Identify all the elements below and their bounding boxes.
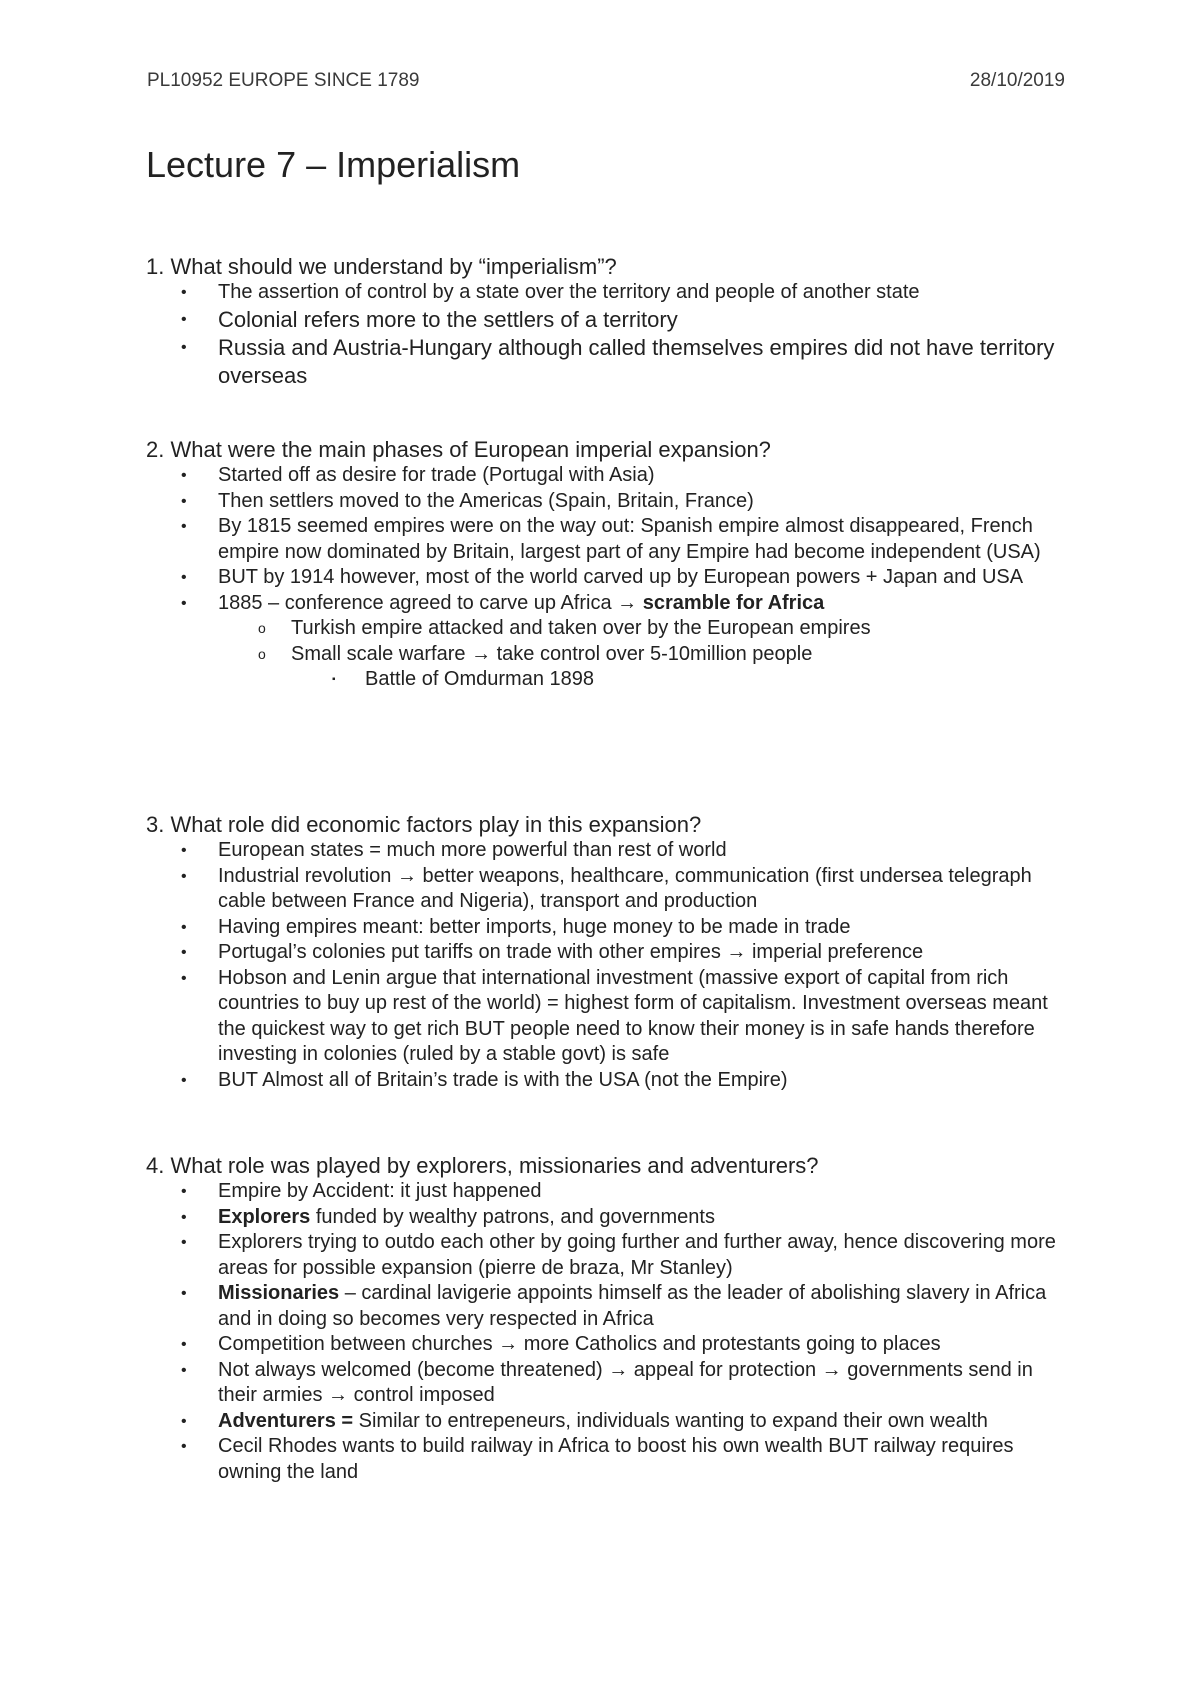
arrow-icon: → [617, 591, 638, 614]
circle-bullet-icon: o [258, 645, 266, 662]
bullet-list [146, 1179, 1066, 1485]
bullet-icon: • [181, 1412, 187, 1430]
list-item: • Explorers funded by wealthy patrons, and governments [146, 1205, 1066, 1231]
question-heading: 2. What were the main phases of European imperial expansion? [146, 437, 771, 462]
bullet-icon: • [181, 1183, 187, 1200]
bullet-icon: • [181, 867, 187, 885]
circle-bullet-icon: o [258, 620, 266, 636]
bullet-icon: • [181, 594, 187, 612]
list-item: • Not always welcomed (become threatened) → appeal for protection → governments send in their armies → control imposed [181, 1358, 1033, 1406]
bullet-icon: • [181, 1208, 187, 1226]
list-item: • By 1815 seemed empires were on the way out: Spanish empire almost disappeared, French empire now dominated by Britain, largest part of any Empire had become independent (USA) [181, 515, 1041, 563]
square-bullet-icon: ▪ [332, 674, 336, 685]
course-code: PL10952 EUROPE SINCE 1789 [147, 70, 420, 91]
list-item: • Colonial refers more to the settlers of a territory [181, 306, 678, 332]
list-item: • Industrial revolution → better weapons, healthcare, communication (first undersea telegraph cable between France and Nigeria), transport and production [181, 864, 1032, 912]
arrow-icon: → [821, 1358, 842, 1381]
list-item: • The assertion of control by a state over the territory and people of another state [146, 280, 1066, 306]
emphasis: Explorers [218, 1205, 311, 1228]
list-item: • Competition between churches → more Catholics and protestants going to places [146, 1332, 1066, 1358]
arrow-icon: → [608, 1358, 629, 1381]
list-item: • 1885 – conference agreed to carve up Africa → scramble for Africa [146, 591, 1066, 617]
emphasis: Adventurers = [218, 1409, 354, 1432]
question-heading: 4. What role was played by explorers, missionaries and adventurers? [146, 1153, 819, 1178]
list-item: • BUT Almost all of Britain’s trade is with the USA (not the Empire) [146, 1068, 1066, 1094]
bullet-icon: • [181, 492, 187, 510]
arrow-icon: → [726, 941, 747, 963]
section-1 [146, 254, 1066, 390]
bullet-icon: • [181, 944, 187, 961]
arrow-icon: → [396, 864, 417, 887]
bullet-icon: • [181, 1285, 187, 1302]
question-heading: 3. What role did economic factors play in this expansion? [146, 812, 702, 837]
bullet-icon: • [181, 284, 187, 301]
bullet-list [146, 463, 1066, 693]
bullet-icon: • [181, 467, 187, 484]
list-item: • Started off as desire for trade (Portugal with Asia) [146, 463, 1066, 489]
question-heading: 1. What should we understand by “imperialism”? [146, 254, 617, 279]
list-item: • Having empires meant: better imports, huge money to be made in trade [146, 915, 1066, 941]
lecture-date: 28/10/2019 [969, 70, 1065, 91]
list-item: • Adventurers = Similar to entrepeneurs, individuals wanting to expand their own wealth [146, 1409, 1066, 1435]
list-item: • Cecil Rhodes wants to build railway in Africa to boost his own wealth BUT railway requires owning the land [181, 1435, 1014, 1483]
bullet-icon: • [181, 1438, 187, 1455]
list-item: • European states = much more powerful than rest of world [146, 838, 1066, 864]
list-item: ▪ Battle of Omdurman 1898 [146, 667, 1066, 693]
bullet-icon: • [181, 918, 187, 936]
list-item: • Portugal’s colonies put tariffs on trade with other empires → imperial preference [146, 940, 1066, 966]
bullet-list [146, 838, 1066, 1093]
bullet-icon: • [181, 569, 187, 586]
bullet-icon: • [181, 310, 187, 328]
bullet-icon: • [181, 1234, 187, 1251]
emphasis: Missionaries [218, 1282, 340, 1304]
section-3 [146, 812, 1066, 1093]
bullet-icon: • [181, 842, 187, 859]
list-item: o Turkish empire attacked and taken over by the European empires [146, 616, 1066, 642]
section-2 [146, 437, 1066, 693]
arrow-icon: → [328, 1384, 349, 1406]
arrow-icon: → [471, 642, 492, 665]
page-header [147, 70, 1065, 92]
page-title: Lecture 7 – Imperialism [146, 144, 521, 185]
bullet-icon: • [181, 518, 187, 535]
list-item: • BUT by 1914 however, most of the world carved up by European powers + Japan and USA [146, 565, 1066, 591]
list-item: • Then settlers moved to the Americas (Spain, Britain, France) [146, 489, 1066, 515]
bullet-icon: • [181, 338, 187, 356]
list-item: • Hobson and Lenin argue that international investment (massive export of capital from rich countries to buy up rest of the world) = highest form of capitalism. Investment overseas meant the quickest way to get rich BUT people need to know their money is in safe hands therefore investing in colonies (ruled by a stable govt) is safe [181, 966, 1048, 1065]
bullet-icon: • [181, 969, 187, 987]
list-item: • Empire by Accident: it just happened [146, 1179, 1066, 1205]
list-item: • Russia and Austria-Hungary although called themselves empires did not have territory overseas [181, 334, 1055, 388]
list-item: o Small scale warfare → take control over 5-10million people [146, 642, 1066, 668]
bullet-list [146, 280, 1066, 390]
list-item: • Explorers trying to outdo each other by going further and further away, hence discovering more areas for possible expansion (pierre de braza, Mr Stanley) [181, 1231, 1056, 1279]
bullet-icon: • [181, 1361, 187, 1379]
emphasis: scramble for Africa [642, 591, 825, 614]
bullet-icon: • [181, 1336, 187, 1353]
section-4 [146, 1153, 1066, 1485]
arrow-icon: → [498, 1333, 519, 1355]
list-item: • Missionaries – cardinal lavigerie appoints himself as the leader of abolishing slavery in Africa and in doing so becomes very respected in Africa [181, 1282, 1047, 1330]
bullet-icon: • [181, 1071, 187, 1089]
